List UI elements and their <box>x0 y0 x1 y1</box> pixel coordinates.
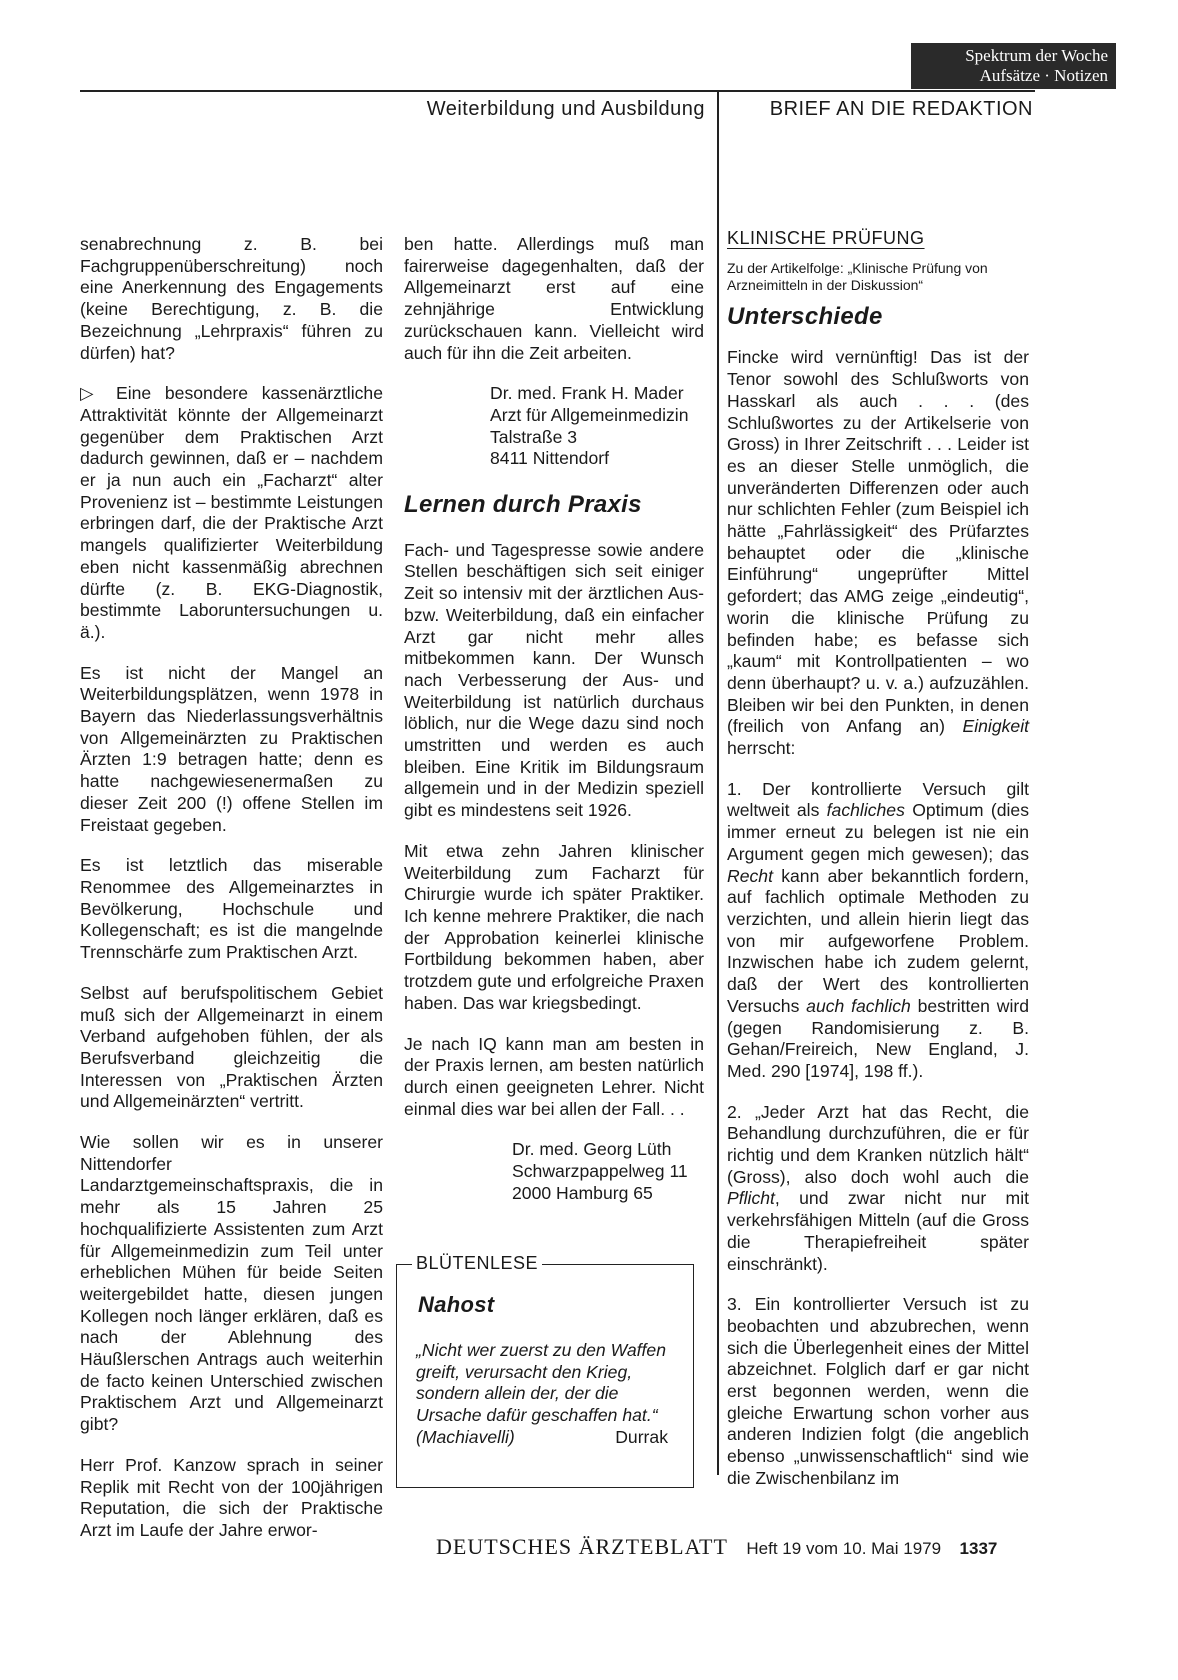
signature-line: 8411 Nittendorf <box>490 448 609 469</box>
box-title: Nahost <box>418 1292 495 1317</box>
header-divider <box>717 90 719 125</box>
signature-line: Arzt für Allgemeinmedizin <box>490 404 689 425</box>
column-3 <box>727 228 1029 1509</box>
column-divider <box>717 125 719 1475</box>
paragraph: ▷ Eine besondere kassenärztliche Attraktivität könnte der Allgemeinarzt gegenüber dem Praktischen Arzt dadurch gewinnen, daß er – nachdem er ja nun auch ein „Facharzt“ alter Provenienz ist – bestimmte Leistungen erbringen darf, die der Praktische Arzt mangels qualifizierter Weiterbildung eben nicht kassenmäßig abrechnen dürfte (z. B. EKG-Diagnostik, bestimmte Laboruntersuchungen u. ä.). <box>80 383 383 642</box>
paragraph <box>727 779 1029 1083</box>
letter-title: Unterschiede <box>727 302 883 330</box>
paragraph: Fach- und Tagespresse sowie andere Stellen beschäftigen sich seit einiger Zeit so intensiv mit der ärztlichen Aus- bzw. Weiterbildung, daß ein einfacher Arzt gar nicht mehr alles mitbekommen kann. Der Wunsch nach Verbesserung der Aus- und Weiterbildung ist natürlich durchaus löblich, nur die Wege dazu sind noch umstritten und werden es auch bleiben. Eine Kritik im Bildungsraum allgemein und in der Medizin speziell gibt es mindestens seit 1926. <box>404 539 704 821</box>
signature-line: Talstraße 3 <box>490 426 578 447</box>
paragraph: Herr Prof. Kanzow sprach in seiner Replik mit Recht von der 100jährigen Reputation, die sich der Praktische Arzt im Laufe der Jahre erwor- <box>80 1454 383 1540</box>
text-run: kann aber bekanntlich fordern, auf fachlich optimale Methoden zu verzichten, und allein hierin liegt das von mir aufgeworfene Problem. Inzwischen habe ich zudem gelernt, daß der Wert des kontrollierten Versuchs <box>727 865 1029 1016</box>
signature-mader <box>490 383 704 470</box>
column-1 <box>80 234 383 1561</box>
section-title-right: BRIEF AN DIE REDAKTION <box>769 98 1033 120</box>
section-badge-line-1: Spektrum der Woche <box>965 46 1108 65</box>
box-quote <box>416 1340 668 1449</box>
box-label: BLÜTENLESE <box>412 1253 542 1274</box>
emphasis: Einigkeit <box>962 716 1029 737</box>
section-badge-line-2: Aufsätze · Notizen <box>979 66 1108 85</box>
text-run: bestritten wird (gegen Randomisierung z. B. Gehan/Freireich, New England, J. Med. 290 [1974], 198 ff.). <box>727 995 1029 1081</box>
text-run: Optimum (dies immer erneut zu belegen ist nie ein Argument gegen mich gewesen); das <box>727 800 1029 864</box>
text-run: 2. „Jeder Arzt hat das Recht, die Behandlung durchzuführen, die er für richtig und dem Kranken nützlich hält“ (Gross), also doch wohl auch die <box>727 1101 1029 1187</box>
letter-heading: KLINISCHE PRÜFUNG <box>727 228 925 248</box>
paragraph: Mit etwa zehn Jahren klinischer Weiterbildung zum Facharzt für Chirurgie wurde ich später Praktiker. Ich kenne mehrere Praktiker, die nach der Approbation keinerlei klinische Fortbildung bekommen haben, aber trotzdem gute und erfolgreiche Praxen haben. Das war kriegsbedingt. <box>404 840 704 1013</box>
emphasis: fachliches <box>826 800 905 821</box>
paragraph: Es ist letztlich das miserable Renommee des Allgemeinarztes in Bevölkerung, Hochschule und Kollegenschaft; es ist die mangelnde Trennschärfe zum Praktischen Arzt. <box>80 855 383 963</box>
signature-line: Dr. med. Georg Lüth <box>512 1139 672 1160</box>
article-title: Lernen durch Praxis <box>404 491 642 519</box>
footer <box>436 1534 997 1560</box>
paragraph: Wie sollen wir es in unserer Nittendorfer Landarztgemeinschaftspraxis, die in mehr als 15 Jahren 25 hochqualifizierte Assistenten zum Arzt für Allgemeinmedizin zum Teil unter erheblichen Mühen für beide Seiten weitergebildet hatte, diesen jungen Kollegen noch länger erklären, daß es nach der Ablehnung des Häußlerschen Antrags auch weiterhin de facto keinen Unterschied zwischen Praktischem Arzt und Allgemeinarzt gibt? <box>80 1132 383 1435</box>
section-badge <box>911 43 1116 89</box>
signature-line: Dr. med. Frank H. Mader <box>490 383 684 404</box>
page-number: 1337 <box>959 1539 998 1558</box>
quote-author: Durrak <box>615 1426 668 1447</box>
letter-intro: Zu der Artikelfolge: „Klinische Prüfung von Arzneimitteln in der Diskussion“ <box>727 259 988 293</box>
header-rule <box>80 90 1035 92</box>
section-title-left: Weiterbildung und Ausbildung <box>426 98 705 120</box>
signature-line: Schwarzpappelweg 11 <box>512 1161 688 1182</box>
paragraph <box>727 347 1029 759</box>
emphasis: Pflicht <box>727 1188 775 1209</box>
signature-line: 2000 Hamburg 65 <box>512 1182 653 1203</box>
text-run: herrscht: <box>727 738 796 759</box>
signature-lueth <box>512 1139 704 1204</box>
paragraph: 3. Ein kontrollierter Versuch ist zu beobachten und abzubrechen, wenn sich die Überlegenheit eines der Mittel abzeichnet. Folglich darf er gar nicht erst begonnen werden, wenn die gleiche Erwartung schon vorher aus anderen Indizien folgt (die angeblich ebenso „unwissenschaftlich“ sind wie die Zwischenbilanz im <box>727 1294 1029 1488</box>
emphasis: auch fachlich <box>806 995 911 1016</box>
paragraph: senabrechnung z. B. bei Fachgruppenüberschreitung) noch eine Anerkennung des Engagements (keine Berechtigung, z. B. die Bezeichnung „Lehrpraxis“ führen zu dürfen) hat? <box>80 234 383 363</box>
column-2 <box>404 234 704 1223</box>
paragraph: Es ist nicht der Mangel an Weiterbildungsplätzen, wenn 1978 in Bayern das Niederlassungsverhältnis von Allgemeinärzten zu Praktischen Ärzten 1:9 betragen hatte; denn es hatte nachgewiesenermaßen zu dieser Zeit 200 (!) offene Stellen im Freistaat gegeben. <box>80 662 383 835</box>
paragraph: Je nach IQ kann man am besten in der Praxis lernen, am besten natürlich durch einen geeigneten Lehrer. Nicht einmal dies war bei allen der Fall. . . <box>404 1033 704 1119</box>
paragraph <box>727 1102 1029 1276</box>
text-run: , und zwar nicht nur mit verkehrsfähigen Mitteln (auf die Gross die Therapiefreiheit später einschränkt). <box>727 1188 1029 1274</box>
quote-text: „Nicht wer zuerst zu den Waffen greift, verursacht den Krieg, sondern allein der, der die Ursache dafür geschaffen hat.“ (Machiavelli) <box>416 1340 666 1447</box>
text-run: Fincke wird vernünftig! Das ist der Tenor sowohl des Schlußworts von Hasskarl als auch . . . (des Schlußwortes zu der Artikelserie von Gross) in Ihrer Zeitschrift . . . Leider ist es an dieser Stelle unmöglich, die unveränderten Differenzen oder auch nur schlichten Fehler (zum Beispiel ich hätte „Fahrlässigkeit“ des Prüfarztes behauptet oder die „klinische Einführung“ ungeprüfter Mittel gefordert; das AMG zeige „eindeutig“, worin die klinische Prüfung zu befinden habe; es befasse sich „kaum“ mit Kontrollpatienten – wo denn überhaupt? u. v. a.) aufzuzählen. Bleiben wir bei den Punkten, in denen (freilich von Anfang an) <box>727 347 1029 737</box>
text-run: 1. Der kontrollierte Versuch gilt weltweit als <box>727 778 1029 821</box>
paragraph: ben hatte. Allerdings muß man fairerweise dagegenhalten, daß der Allgemeinarzt erst auf eine zehnjährige Entwicklung zurückschauen kann. Vielleicht wird auch für ihn die Zeit arbeiten. <box>404 234 704 363</box>
journal-name: DEUTSCHES ÄRZTEBLATT <box>436 1534 728 1559</box>
paragraph: Selbst auf berufspolitischem Gebiet muß sich der Allgemeinarzt in einem Verband aufgehoben fühlen, der als Berufsverband gleichzeitig die Interessen von „Praktischen Ärzten und Allgemeinärzten“ vertritt. <box>80 982 383 1112</box>
emphasis: Recht <box>727 865 773 886</box>
issue-info: Heft 19 vom 10. Mai 1979 <box>746 1539 942 1558</box>
